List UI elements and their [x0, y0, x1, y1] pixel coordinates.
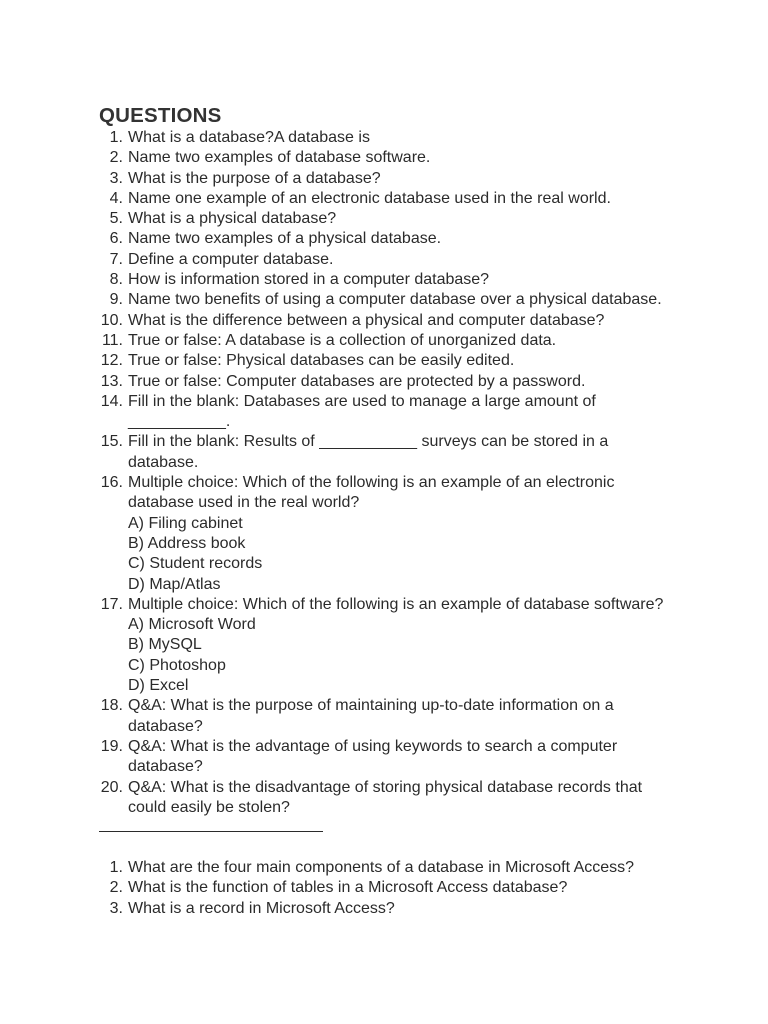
question-number: 12.: [100, 352, 123, 370]
question-item: [99, 737, 679, 778]
question-text: Define a computer database.: [128, 250, 334, 268]
answer-option: A) Filing cabinet: [128, 514, 243, 532]
question-number: 18.: [100, 697, 123, 715]
question-number: 1.: [109, 859, 123, 877]
question-text: Name two examples of a physical database.: [128, 230, 442, 248]
question-item: [99, 858, 679, 878]
document-page: [99, 104, 679, 919]
question-number: 10.: [100, 311, 123, 329]
question-item: [99, 270, 679, 290]
answer-option: B) MySQL: [128, 636, 202, 654]
question-item: [99, 432, 679, 473]
question-text: Fill in the blank: Results of ___________ surveys can be stored in a database.: [128, 433, 609, 471]
answer-option: D) Map/Atlas: [128, 575, 221, 593]
question-number: 5.: [109, 210, 123, 228]
question-item: [99, 351, 679, 371]
question-text: Q&A: What is the disadvantage of storing physical database records that could easily be stolen?: [128, 778, 643, 816]
question-text: Multiple choice: Which of the following is an example of database software?: [128, 595, 664, 613]
question-item: [99, 250, 679, 270]
question-item: [99, 372, 679, 392]
question-number: 17.: [100, 595, 123, 613]
question-item: [99, 595, 679, 696]
section-divider: [99, 831, 323, 832]
question-text: True or false: Computer databases are protected by a password.: [128, 372, 586, 390]
question-number: 19.: [100, 737, 123, 755]
question-text: True or false: A database is a collection of unorganized data.: [128, 331, 557, 349]
question-item: [99, 311, 679, 331]
question-number: 20.: [100, 778, 123, 796]
question-item: [99, 778, 679, 819]
question-item: [99, 189, 679, 209]
question-number: 6.: [109, 230, 123, 248]
page-title: QUESTIONS: [99, 104, 222, 127]
questions-list: [99, 128, 679, 818]
question-text: Name two examples of database software.: [128, 149, 431, 167]
answer-option: B) Address book: [128, 534, 246, 552]
question-item: [99, 148, 679, 168]
question-number: 3.: [109, 899, 123, 917]
question-text: Q&A: What is the purpose of maintaining up-to-date information on a database?: [128, 697, 614, 735]
question-number: 9.: [109, 291, 123, 309]
question-number: 1.: [109, 129, 123, 146]
question-number: 11.: [101, 331, 123, 349]
question-number: 7.: [109, 250, 123, 268]
question-item: [99, 899, 679, 919]
question-number: 13.: [100, 372, 123, 390]
question-text: What is a record in Microsoft Access?: [128, 899, 395, 917]
question-number: 15.: [100, 433, 123, 451]
question-text: Name two benefits of using a computer database over a physical database.: [128, 291, 662, 309]
question-item: [99, 169, 679, 189]
question-item: [99, 331, 679, 351]
question-text: What is the purpose of a database?: [128, 169, 381, 187]
answer-option: A) Microsoft Word: [128, 616, 256, 634]
question-item: [99, 878, 679, 898]
question-number: 2.: [109, 879, 123, 897]
question-text: Fill in the blank: Databases are used to manage a large amount of ___________.: [128, 392, 596, 431]
question-text: What is the difference between a physical and computer database?: [128, 311, 605, 329]
question-item: [99, 128, 679, 148]
question-text: What are the four main components of a database in Microsoft Access?: [128, 859, 635, 877]
question-text: What is the function of tables in a Microsoft Access database?: [128, 879, 568, 897]
answer-option: D) Excel: [128, 677, 189, 695]
question-number: 4.: [109, 189, 123, 207]
question-text: What is a physical database?: [128, 210, 337, 228]
answer-option: C) Photoshop: [128, 656, 226, 674]
question-item: [99, 290, 679, 310]
question-item: [99, 209, 679, 229]
question-text: True or false: Physical databases can be easily edited.: [128, 352, 515, 370]
question-item: [99, 473, 679, 595]
question-number: 14.: [100, 392, 123, 410]
answer-option: C) Student records: [128, 555, 263, 573]
question-item: [99, 392, 679, 433]
question-item: [99, 696, 679, 737]
question-text: How is information stored in a computer database?: [128, 271, 490, 289]
question-item: [99, 229, 679, 249]
access-questions-list: [99, 858, 679, 919]
question-number: 2.: [109, 149, 123, 167]
question-number: 16.: [100, 474, 123, 492]
question-text: What is a database?A database is: [128, 129, 370, 146]
question-text: Name one example of an electronic database used in the real world.: [128, 189, 611, 207]
question-text: Q&A: What is the advantage of using keywords to search a computer database?: [128, 737, 618, 776]
question-text: Multiple choice: Which of the following is an example of an electronic database used in the real world?: [128, 474, 615, 512]
question-number: 3.: [109, 169, 123, 187]
question-number: 8.: [109, 271, 123, 289]
